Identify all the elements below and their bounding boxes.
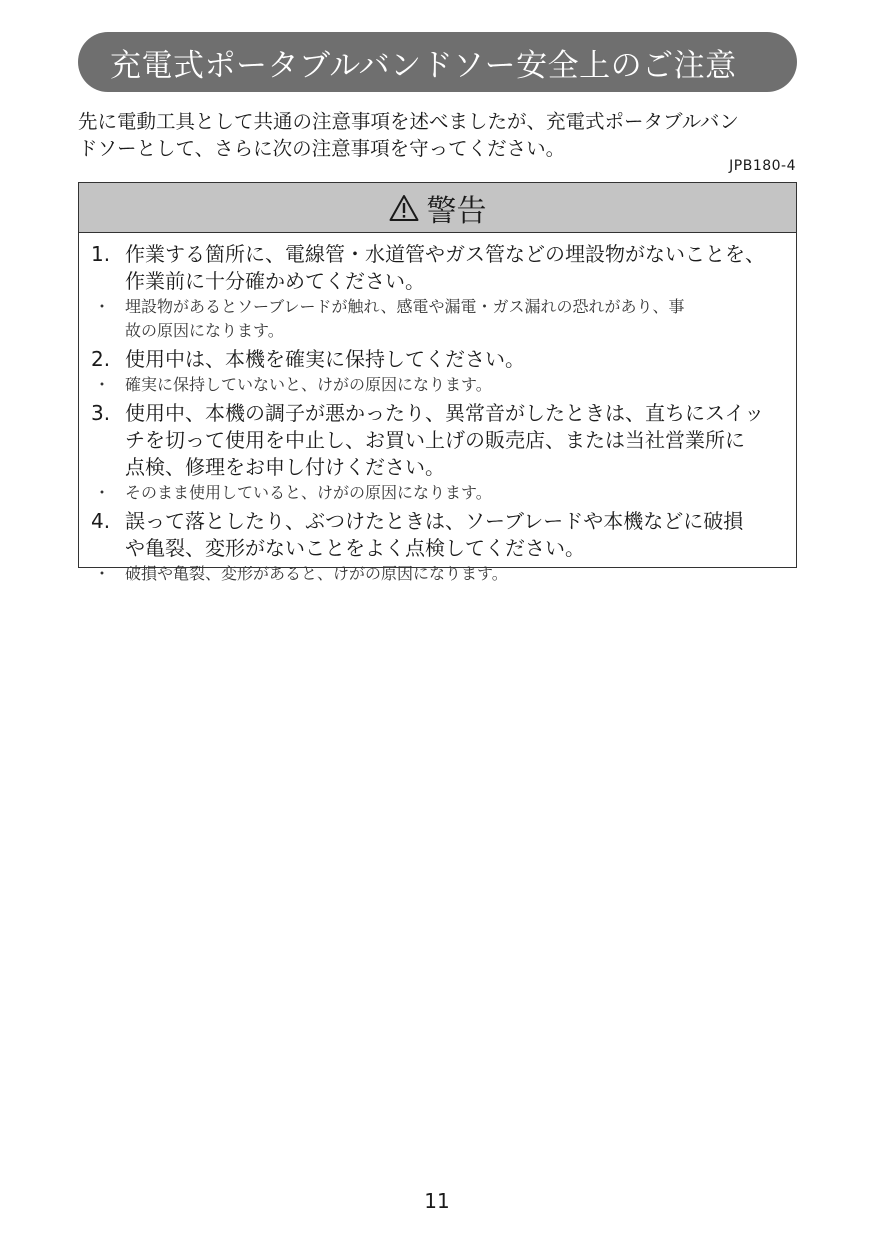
bullet-mark: ・ — [94, 483, 111, 502]
page-title: 充電式ポータブルバンドソー安全上のご注意 — [110, 47, 737, 84]
warning-item — [91, 400, 784, 481]
item-text: 使用中は、本機を確実に保持してください。 — [125, 347, 525, 371]
warning-header — [79, 183, 796, 233]
warning-note — [91, 373, 784, 397]
bullet-mark: ・ — [94, 375, 111, 394]
warning-note — [91, 295, 784, 343]
intro-paragraph: 先に電動工具として共通の注意事項を述べましたが、充電式ポータブルバン ドソーとして、さらに次の注意事項を守ってください。 — [78, 110, 739, 160]
warning-title: 警告 — [426, 193, 487, 229]
warning-item — [91, 346, 784, 373]
item-number: 4. — [91, 509, 111, 533]
item-text: 使用中、本機の調子が悪かったり、異常音がしたときは、直ちにスイッ チを切って使用を中止し、お買い上げの販売店、または当社営業所に 点検、修理をお申し付けください。 — [125, 401, 765, 479]
bullet-mark: ・ — [94, 564, 111, 583]
page-number: 11 — [424, 1189, 450, 1213]
warning-box — [78, 182, 797, 583]
item-number: 2. — [91, 347, 111, 371]
note-text: 確実に保持していないと、けがの原因になります。 — [125, 375, 492, 394]
warning-body — [79, 233, 796, 586]
note-text: そのまま使用していると、けがの原因になります。 — [125, 483, 492, 502]
warning-note — [91, 562, 784, 586]
bullet-mark: ・ — [94, 297, 111, 316]
item-text: 誤って落としたり、ぶつけたときは、ソーブレードや本機などに破損 や亀裂、変形がないことをよく点検してください。 — [125, 509, 744, 560]
item-number: 1. — [91, 242, 111, 266]
note-text: 破損や亀裂、変形があると、けがの原因になります。 — [125, 564, 508, 583]
item-number: 3. — [91, 401, 111, 425]
warning-note — [91, 481, 784, 505]
warning-item — [91, 241, 784, 295]
note-text: 埋設物があるとソーブレードが触れ、感電や漏電・ガス漏れの恐れがあり、事 故の原因になります。 — [125, 297, 685, 340]
warning-item — [91, 508, 784, 562]
document-code: JPB180-4 — [729, 158, 796, 174]
item-text: 作業する箇所に、電線管・水道管やガス管などの埋設物がないことを、 作業前に十分確かめてください。 — [125, 242, 765, 293]
warning-triangle-icon — [389, 194, 419, 222]
section-title-bar — [78, 32, 797, 92]
